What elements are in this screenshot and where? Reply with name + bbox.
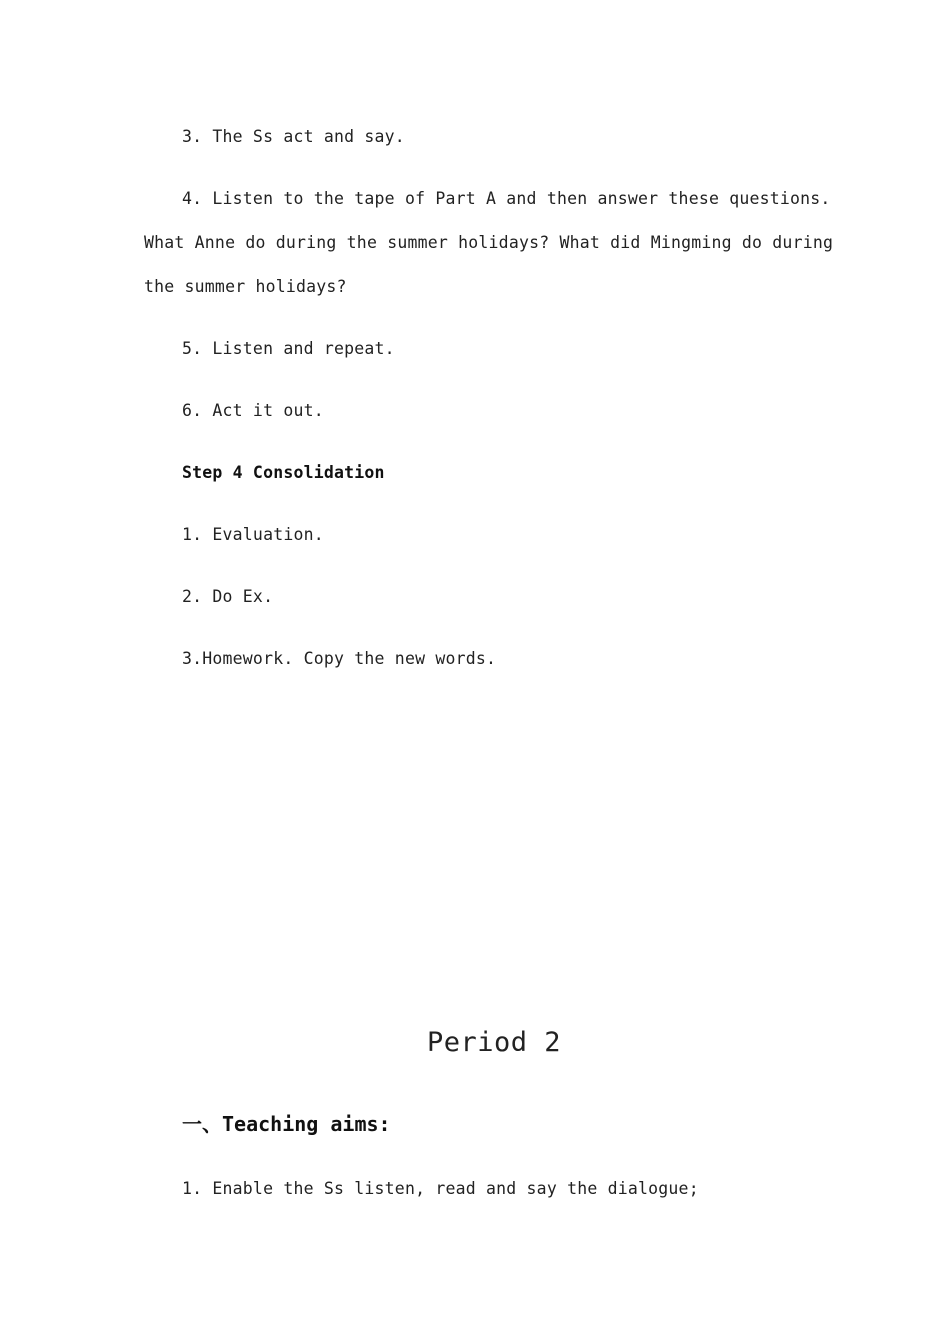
period-title: Period 2 (426, 1027, 562, 1058)
list-item-continuation: What Anne do during the summer holidays? What did Mingming do during (144, 233, 834, 252)
list-item-continuation: the summer holidays? (144, 277, 347, 296)
list-item: 3.Homework. Copy the new words. (182, 649, 497, 668)
section-heading: 一、Teaching aims: (182, 1112, 391, 1136)
list-item: 1. Enable the Ss listen, read and say the dialogue; (182, 1179, 699, 1198)
list-item: 1. Evaluation. (182, 525, 324, 544)
list-item: 4. Listen to the tape of Part A and then answer these questions. (182, 189, 831, 208)
list-item: 6. Act it out. (182, 401, 324, 420)
list-item: 5. Listen and repeat. (182, 339, 395, 358)
step-heading: Step 4 Consolidation (182, 463, 385, 482)
list-item: 2. Do Ex. (182, 587, 274, 606)
list-item: 3. The Ss act and say. (182, 127, 405, 146)
